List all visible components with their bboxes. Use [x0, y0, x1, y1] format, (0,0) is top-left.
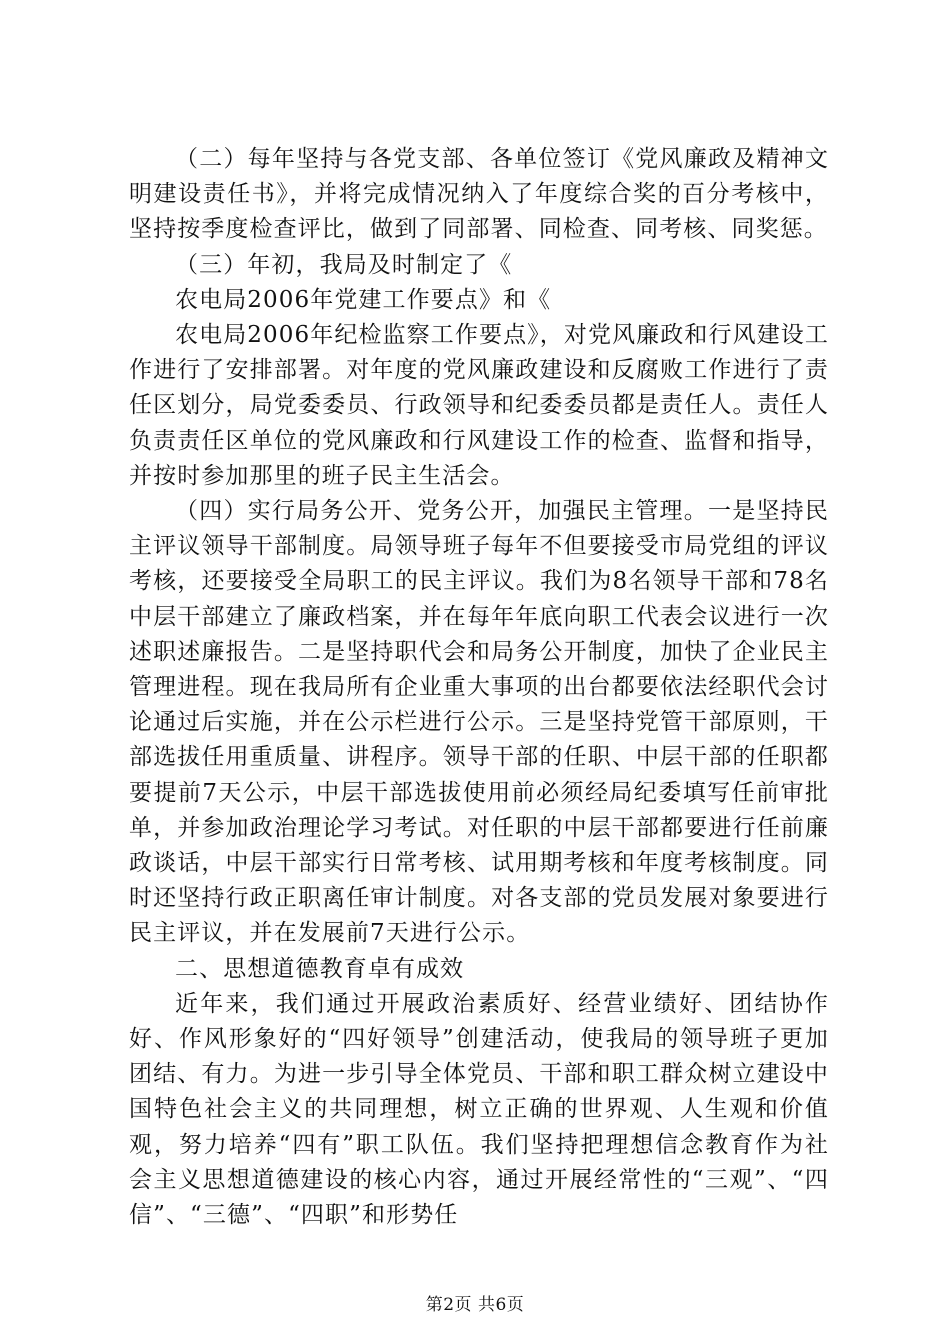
paragraph-3-body: 农电局2006年纪检监察工作要点》，对党风廉政和行风建设工作进行了安排部署。对年度的党风廉政建设和反腐败工作进行了责任区划分，局党委委员、行政领导和纪委委员都是责任人。责任人负责责任区单位的党风廉政和行风建设工作的检查、监督和指导，并按时参加那里的班子民主生活会。	[129, 322, 829, 489]
paragraph-3-line-2: 农电局2006年党建工作要点》和《	[175, 286, 552, 313]
paragraph-2: （二）每年坚持与各党支部、各单位签订《党风廉政及精神文明建设责任书》，并将完成情况纳入了年度综合奖的百分考核中，坚持按季度检查评比，做到了同部署、同检查、同考核、同奖惩。	[129, 146, 829, 243]
page-number-footer: 第2页 共6页	[425, 1295, 525, 1315]
body-text	[129, 142, 829, 1233]
paragraph-3-intro: （三）年初，我局及时制定了《	[175, 251, 513, 278]
paragraph-4: （四）实行局务公开、党务公开，加强民主管理。一是坚持民主评议领导干部制度。局领导班子每年不但要接受市局党组的评议考核，还要接受全局职工的民主评议。我们为8名领导干部和78名中层干部建立了廉政档案，并在每年年底向职工代表会议进行一次述职述廉报告。二是坚持职代会和局务公开制度，加快了企业民主管理进程。现在我局所有企业重大事项的出台都要依法经职代会讨论通过后实施，并在公示栏进行公示。三是坚持党管干部原则，干部选拔任用重质量、讲程序。领导干部的任职、中层干部的任职都要提前7天公示，中层干部选拔使用前必须经局纪委填写任前审批单，并参加政治理论学习考试。对任职的中层干部都要进行任前廉政谈话，中层干部实行日常考核、试用期考核和年度考核制度。同时还坚持行政正职离任审计制度。对各支部的党员发展对象要进行民主评议，并在发展前7天进行公示。	[129, 498, 829, 947]
paragraph-section-2: 近年来，我们通过开展政治素质好、经营业绩好、团结协作好、作风形象好的“四好领导”创建活动，使我局的领导班子更加团结、有力。为进一步引导全体党员、干部和职工群众树立建设中国特色社会主义的共同理想，树立正确的世界观、人生观和价值观，努力培养“四有”职工队伍。我们坚持把理想信念教育作为社会主义思想道德建设的核心内容，通过开展经常性的“三观”、“四信”、“三德”、“四职”和形势任	[129, 990, 829, 1229]
section-heading-2: 二、思想道德教育卓有成效	[175, 955, 465, 982]
